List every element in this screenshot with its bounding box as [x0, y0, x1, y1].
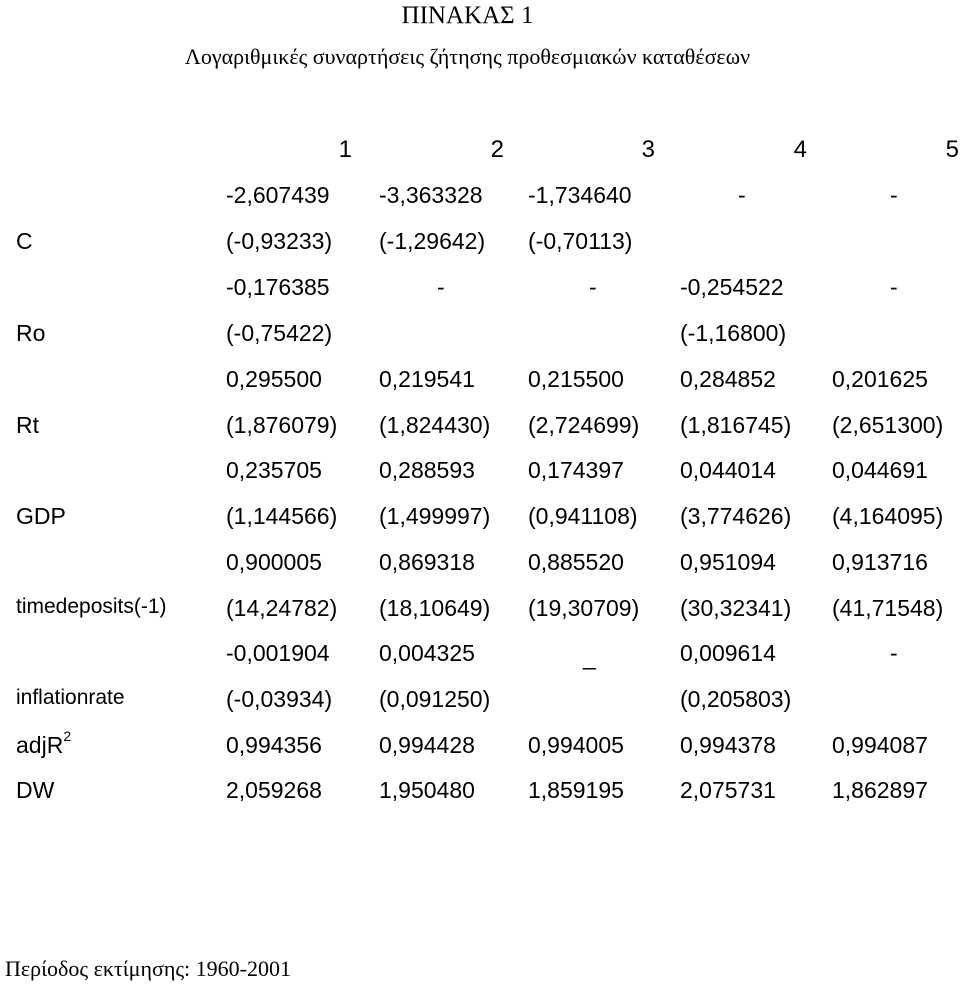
table-cell: (-0,75422): [226, 320, 333, 346]
table-cell: (30,32341): [680, 595, 792, 621]
table-cell: -: [890, 182, 898, 208]
table-cell: (14,24782): [226, 595, 338, 621]
table-row: [0, 320, 960, 366]
table-cell: (1,824430): [379, 412, 491, 438]
row-label: GDP: [16, 503, 66, 529]
table-cell: -: [589, 274, 597, 300]
table-row: [0, 274, 960, 320]
table-cell: 0,994378: [680, 732, 776, 758]
table-cell: -0,176385: [226, 274, 330, 300]
table-row: [0, 182, 960, 228]
table-cell: (0,205803): [680, 686, 792, 712]
table-cell: (-1,29642): [379, 228, 486, 254]
table-cell: (-1,16800): [680, 320, 787, 346]
table-cell: (1,144566): [226, 503, 338, 529]
column-header-2: 2: [490, 136, 504, 163]
column-header-5: 5: [945, 136, 959, 163]
table-cell: 0,994356: [226, 732, 322, 758]
table-cell: _: [583, 644, 596, 670]
table-cell: 0,009614: [680, 640, 776, 666]
table-cell: -: [738, 182, 746, 208]
table-cell: 0,869318: [379, 549, 475, 575]
table-cell: 1,859195: [528, 777, 624, 803]
table-cell: -: [890, 640, 898, 666]
column-header-4: 4: [793, 136, 807, 163]
table-row: [0, 457, 960, 503]
column-header-1: 1: [338, 136, 352, 163]
row-label: inflationrate: [16, 686, 125, 709]
table-cell: 2,075731: [680, 777, 776, 803]
table-cell: 0,885520: [528, 549, 624, 575]
table-cell: 0,004325: [379, 640, 475, 666]
table-cell: (-0,03934): [226, 686, 333, 712]
table-cell: (1,876079): [226, 412, 338, 438]
table-row: [0, 777, 960, 823]
table-cell: -: [890, 274, 898, 300]
table-cell: 1,862897: [832, 777, 928, 803]
row-label: C: [16, 228, 33, 254]
table-cell: (19,30709): [528, 595, 640, 621]
table-cell: 0,215500: [528, 366, 624, 392]
table-row: [0, 549, 960, 595]
table-cell: (18,10649): [379, 595, 491, 621]
table-cell: 0,913716: [832, 549, 928, 575]
table-cell: (3,774626): [680, 503, 792, 529]
estimation-period-note: Περίοδος εκτίμησης: 1960-2001: [5, 956, 291, 981]
table-row: [0, 686, 960, 732]
row-label: Ro: [16, 320, 46, 346]
table-cell: 1,950480: [379, 777, 475, 803]
table-cell: 0,994005: [528, 732, 624, 758]
table-cell: 0,174397: [528, 457, 624, 483]
table-cell: (1,816745): [680, 412, 792, 438]
table-cell: -2,607439: [226, 182, 330, 208]
table-row: [0, 412, 960, 458]
column-header-3: 3: [641, 136, 655, 163]
table-cell: (2,651300): [832, 412, 944, 438]
table-cell: -1,734640: [528, 182, 632, 208]
table-cell: 0,288593: [379, 457, 475, 483]
table-cell: 0,235705: [226, 457, 322, 483]
table-cell: -: [437, 274, 445, 300]
table-subtitle: Λογαριθμικές συναρτήσεις ζήτησης προθεσμιακών καταθέσεων: [184, 44, 751, 69]
table-title: ΠΙΝΑΚΑΣ 1: [401, 2, 534, 29]
table-cell: (0,941108): [528, 503, 638, 529]
row-label-superscript: 2: [63, 728, 72, 744]
table-cell: -0,254522: [680, 274, 784, 300]
table-row: [0, 728, 960, 778]
table-cell: 0,201625: [832, 366, 928, 392]
table-cell: 0,951094: [680, 549, 776, 575]
table-cell: 0,900005: [226, 549, 322, 575]
table-cell: -0,001904: [226, 640, 330, 666]
table-cell: 0,994087: [832, 732, 928, 758]
row-label-text: adjR: [16, 732, 64, 758]
table-row: [0, 228, 960, 274]
table-cell: 2,059268: [226, 777, 322, 803]
table-cell: (0,091250): [379, 686, 491, 712]
table-cell: 0,994428: [379, 732, 475, 758]
row-label: DW: [16, 777, 55, 803]
table-cell: 0,295500: [226, 366, 322, 392]
row-label: Rt: [16, 412, 39, 438]
table-cell: 0,219541: [379, 366, 475, 392]
table-cell: 0,044691: [832, 457, 928, 483]
table-cell: (-0,93233): [226, 228, 333, 254]
table-cell: (41,71548): [832, 595, 944, 621]
table-row: [0, 595, 960, 641]
table-cell: (4,164095): [832, 503, 944, 529]
row-label: timedeposits(-1): [16, 595, 167, 618]
table-row: [0, 640, 960, 686]
table-cell: (2,724699): [528, 412, 640, 438]
table-cell: -3,363328: [379, 182, 483, 208]
table-cell: 0,044014: [680, 457, 776, 483]
table-row: [0, 503, 960, 549]
row-label: [16, 728, 72, 759]
table-cell: 0,284852: [680, 366, 776, 392]
table-row: [0, 366, 960, 412]
table-cell: (1,499997): [379, 503, 491, 529]
table-cell: (-0,70113): [528, 228, 633, 254]
